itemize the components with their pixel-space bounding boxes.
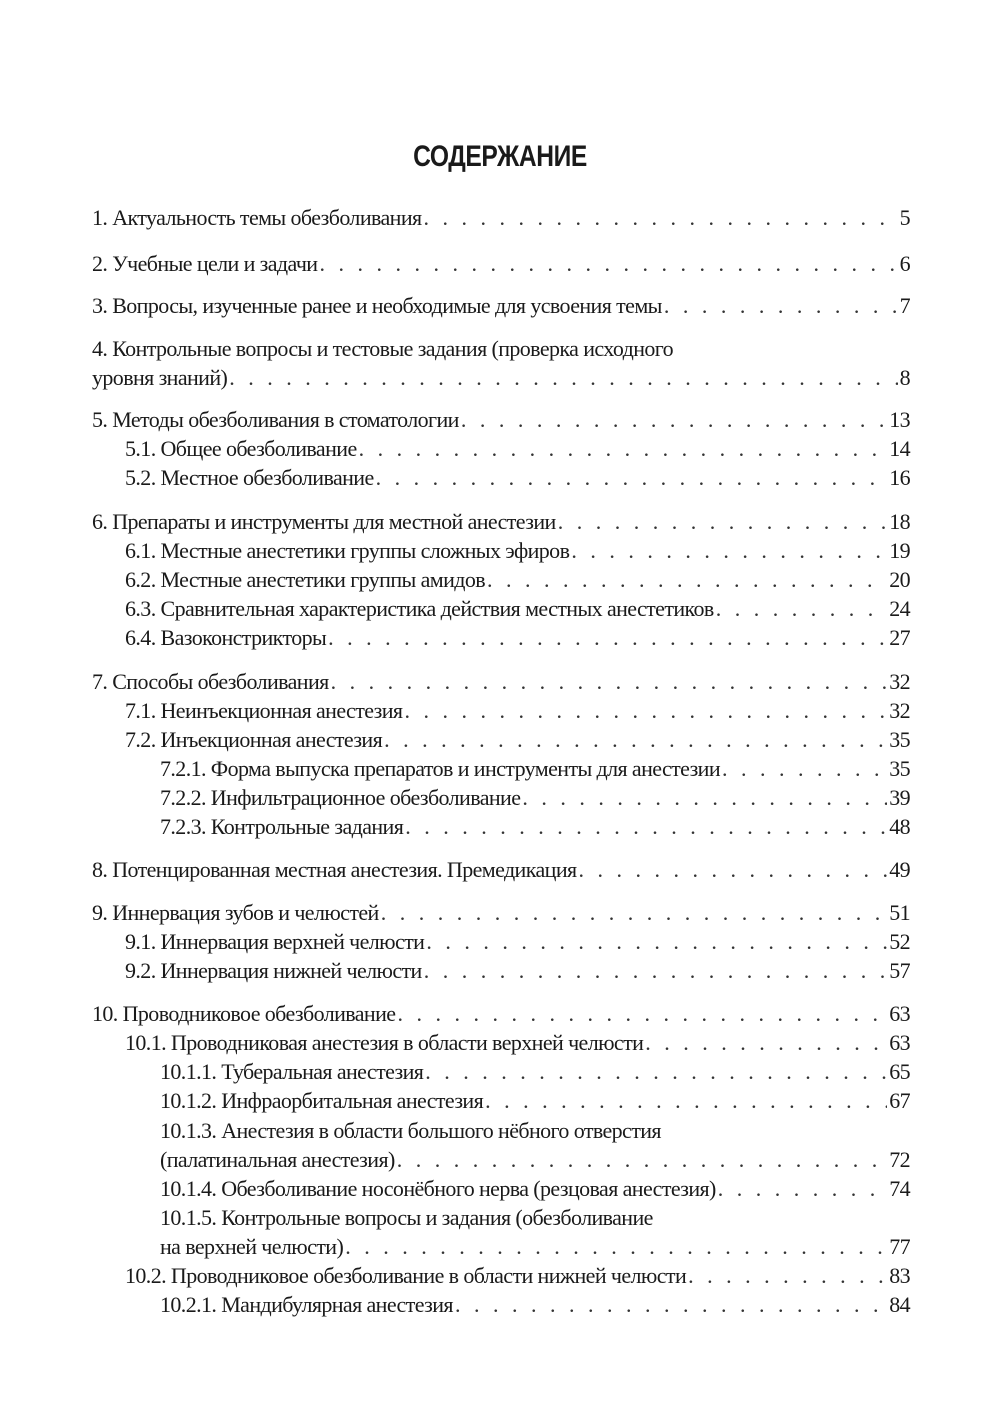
- toc-entry[interactable]: [125, 536, 910, 565]
- toc-entry[interactable]: [160, 1203, 910, 1261]
- dot-leader: [722, 754, 887, 783]
- toc-entry[interactable]: [92, 291, 910, 320]
- dot-leader: [319, 249, 897, 278]
- toc-page-number: 35: [889, 727, 910, 752]
- toc-entry-line: [160, 754, 910, 783]
- toc-entry[interactable]: [92, 507, 910, 536]
- toc-entry[interactable]: [92, 898, 910, 927]
- dot-leader: [397, 1145, 887, 1174]
- toc-page-number: 72: [889, 1147, 910, 1172]
- toc-page-number: 49: [889, 857, 910, 882]
- toc-entry-title: 10.1.4. Обезболивание носонёбного нерва (резцовая анестезия): [160, 1176, 716, 1201]
- toc-entry-title: 10. Проводниковое обезболивание: [92, 1001, 396, 1026]
- toc-entry-title: 6. Препараты и инструменты для местной анестезии: [92, 509, 556, 534]
- toc-entry[interactable]: [160, 783, 910, 812]
- toc-entry[interactable]: [160, 1290, 910, 1319]
- dot-leader: [579, 855, 888, 884]
- toc-entry[interactable]: [160, 754, 910, 783]
- dot-leader: [331, 667, 888, 696]
- toc-entry-title: уровня знаний): [92, 365, 228, 390]
- toc-entry-line: [160, 1145, 910, 1174]
- toc-entry-line: [125, 1261, 910, 1290]
- toc-entry-line: [160, 1086, 910, 1115]
- toc-entry-title: на верхней челюсти): [160, 1234, 344, 1259]
- toc-entry[interactable]: [125, 956, 910, 985]
- toc-entry-line: [125, 434, 910, 463]
- toc-entry-line: [92, 405, 910, 434]
- toc-entry-title: 10.1.3. Анестезия в области большого нёбного отверстия: [160, 1118, 661, 1143]
- toc-entry[interactable]: [92, 334, 910, 392]
- toc-entry-title: 9.1. Иннервация верхней челюсти: [125, 929, 425, 954]
- toc-page-number: 18: [889, 509, 910, 534]
- toc-entry-title: 7.1. Неинъекционная анестезия: [125, 698, 403, 723]
- toc-entry[interactable]: [92, 667, 910, 696]
- toc-page-number: 74: [889, 1176, 910, 1201]
- toc-entry[interactable]: [160, 812, 910, 841]
- toc-entry-title: 10.1. Проводниковая анестезия в области верхней челюсти: [125, 1030, 644, 1055]
- toc-entry[interactable]: [125, 1261, 910, 1290]
- toc-entry[interactable]: [125, 927, 910, 956]
- toc-entry-title: 9. Иннервация зубов и челюстей: [92, 900, 379, 925]
- toc-entry-title: 10.1.2. Инфраорбитальная анестезия: [160, 1088, 484, 1113]
- toc-entry-line: [160, 1203, 910, 1232]
- toc-entry-title: 6.4. Вазоконстрикторы: [125, 625, 327, 650]
- dot-leader: [558, 507, 888, 536]
- toc-page-number: 7: [899, 293, 910, 318]
- dot-leader: [345, 1232, 887, 1261]
- dot-leader: [397, 999, 887, 1028]
- toc-entry-line: [92, 855, 910, 884]
- toc-entry[interactable]: [160, 1057, 910, 1086]
- toc-page-number: 5: [899, 205, 910, 230]
- toc-entry-line: [92, 363, 910, 392]
- toc-entry-title: 10.2. Проводниковое обезболивание в области нижней челюсти: [125, 1263, 687, 1288]
- toc-entry-line: [125, 696, 910, 725]
- toc-entry-line: [125, 594, 910, 623]
- toc-page-number: 65: [889, 1059, 910, 1084]
- dot-leader: [455, 1290, 887, 1319]
- toc-entry-title: 7. Способы обезболивания: [92, 669, 329, 694]
- toc-entry-title: 6.3. Сравнительная характеристика действия местных анестетиков: [125, 596, 714, 621]
- toc-entry-line: [160, 1290, 910, 1319]
- toc-page-number: 6: [899, 251, 910, 276]
- dot-leader: [359, 434, 888, 463]
- toc-entry-title: 8. Потенцированная местная анестезия. Премедикация: [92, 857, 577, 882]
- toc-page-number: 14: [889, 436, 910, 461]
- toc-entry[interactable]: [125, 623, 910, 652]
- toc-entry[interactable]: [92, 405, 910, 434]
- toc-page-number: 84: [889, 1292, 910, 1317]
- toc-page-number: 19: [889, 538, 910, 563]
- toc-entry-line: [125, 1028, 910, 1057]
- toc-entry-line: [125, 956, 910, 985]
- toc-entry-title: 7.2.1. Форма выпуска препаратов и инструменты для анестезии: [160, 756, 721, 781]
- toc-entry-title: 4. Контрольные вопросы и тестовые задания (проверка исходного: [92, 336, 674, 361]
- dot-leader: [376, 463, 888, 492]
- toc-page-number: 13: [889, 407, 910, 432]
- toc-page-number: 16: [889, 465, 910, 490]
- toc-entry-title: 10.1.1. Туберальная анестезия: [160, 1059, 424, 1084]
- toc-entry[interactable]: [92, 999, 910, 1028]
- dot-leader: [229, 363, 897, 392]
- toc-entry-line: [125, 927, 910, 956]
- toc-entry[interactable]: [160, 1086, 910, 1115]
- toc-entry-line: [92, 291, 910, 320]
- toc-entry[interactable]: [125, 434, 910, 463]
- toc-entry-title: 6.2. Местные анестетики группы амидов: [125, 567, 486, 592]
- dot-leader: [571, 536, 887, 565]
- toc-entry-title: 7.2.2. Инфильтрационное обезболивание: [160, 785, 521, 810]
- toc-page-number: 51: [889, 900, 910, 925]
- toc-entry-line: [92, 334, 910, 363]
- toc-page-number: 32: [889, 698, 910, 723]
- toc-page-number: 35: [889, 756, 910, 781]
- toc-page-number: 8: [899, 365, 910, 390]
- toc-entry-title: 5. Методы обезболивания в стоматологии: [92, 407, 459, 432]
- toc-entry-title: 7.2.3. Контрольные задания: [160, 814, 404, 839]
- toc-entry[interactable]: [92, 855, 910, 884]
- dot-leader: [718, 1174, 887, 1203]
- toc-entry-title: 2. Учебные цели и задачи: [92, 251, 318, 276]
- toc-entry[interactable]: [125, 594, 910, 623]
- toc-entry-line: [92, 507, 910, 536]
- toc-page-number: 57: [889, 958, 910, 983]
- dot-leader: [328, 623, 887, 652]
- toc-entry-line: [92, 999, 910, 1028]
- dot-leader: [405, 812, 887, 841]
- toc-page-number: 67: [889, 1088, 910, 1113]
- toc-entry-title: 9.2. Иннервация нижней челюсти: [125, 958, 422, 983]
- toc-entry-line: [92, 203, 910, 232]
- toc-entry-line: [92, 667, 910, 696]
- dot-leader: [716, 594, 888, 623]
- page-title: СОДЕРЖАНИЕ: [413, 140, 587, 173]
- toc-page-number: 77: [889, 1234, 910, 1259]
- toc-entry[interactable]: [160, 1116, 910, 1174]
- toc-page-number: 48: [889, 814, 910, 839]
- toc-entry-title: 3. Вопросы, изученные ранее и необходимые для усвоения темы: [92, 293, 662, 318]
- toc-entry[interactable]: [125, 1028, 910, 1057]
- toc-entry[interactable]: [125, 463, 910, 492]
- toc-entry-title: (палатинальная анестезия): [160, 1147, 395, 1172]
- dot-leader: [688, 1261, 887, 1290]
- toc-entry-line: [125, 725, 910, 754]
- dot-leader: [404, 696, 887, 725]
- toc-entry-title: 5.1. Общее обезболивание: [125, 436, 357, 461]
- toc-entry-line: [160, 812, 910, 841]
- toc-entry-line: [125, 565, 910, 594]
- toc-entry-title: 1. Актуальность темы обезболивания: [92, 205, 422, 230]
- toc-page-number: 24: [889, 596, 910, 621]
- toc-entry-line: [160, 1057, 910, 1086]
- toc-page-number: 32: [889, 669, 910, 694]
- dot-leader: [522, 783, 887, 812]
- toc-entry-title: 10.1.5. Контрольные вопросы и задания (обезболивание: [160, 1205, 653, 1230]
- toc-page-number: 63: [889, 1030, 910, 1055]
- toc-entry-line: [160, 1174, 910, 1203]
- toc-entry-line: [160, 1232, 910, 1261]
- toc-entry-title: 6.1. Местные анестетики группы сложных эфиров: [125, 538, 570, 563]
- toc-entry[interactable]: [92, 249, 910, 278]
- toc-entry[interactable]: [125, 696, 910, 725]
- toc-page-number: 27: [889, 625, 910, 650]
- dot-leader: [426, 927, 887, 956]
- toc-entry-line: [160, 1116, 910, 1145]
- toc-entry-title: 10.2.1. Мандибулярная анестезия: [160, 1292, 453, 1317]
- toc-entry[interactable]: [92, 203, 910, 232]
- dot-leader: [487, 565, 887, 594]
- dot-leader: [424, 956, 888, 985]
- toc-page-number: 63: [889, 1001, 910, 1026]
- toc-entry[interactable]: [160, 1174, 910, 1203]
- toc-page-number: 52: [889, 929, 910, 954]
- toc-entry[interactable]: [125, 565, 910, 594]
- dot-leader: [645, 1028, 887, 1057]
- toc-entry-line: [160, 783, 910, 812]
- toc-entry-line: [92, 249, 910, 278]
- dot-leader: [384, 725, 887, 754]
- dot-leader: [664, 291, 898, 320]
- toc-entry-line: [125, 623, 910, 652]
- toc-entry[interactable]: [125, 725, 910, 754]
- dot-leader: [485, 1086, 887, 1115]
- dot-leader: [381, 898, 888, 927]
- dot-leader: [461, 405, 887, 434]
- toc-entry-title: 5.2. Местное обезболивание: [125, 465, 374, 490]
- dot-leader: [424, 203, 898, 232]
- toc-page-number: 83: [889, 1263, 910, 1288]
- toc-entry-line: [125, 463, 910, 492]
- dot-leader: [425, 1057, 887, 1086]
- toc-entry-title: 7.2. Инъекционная анестезия: [125, 727, 383, 752]
- toc-page-number: 20: [889, 567, 910, 592]
- toc-entry-line: [92, 898, 910, 927]
- toc-page-number: 39: [889, 785, 910, 810]
- toc-entry-line: [125, 536, 910, 565]
